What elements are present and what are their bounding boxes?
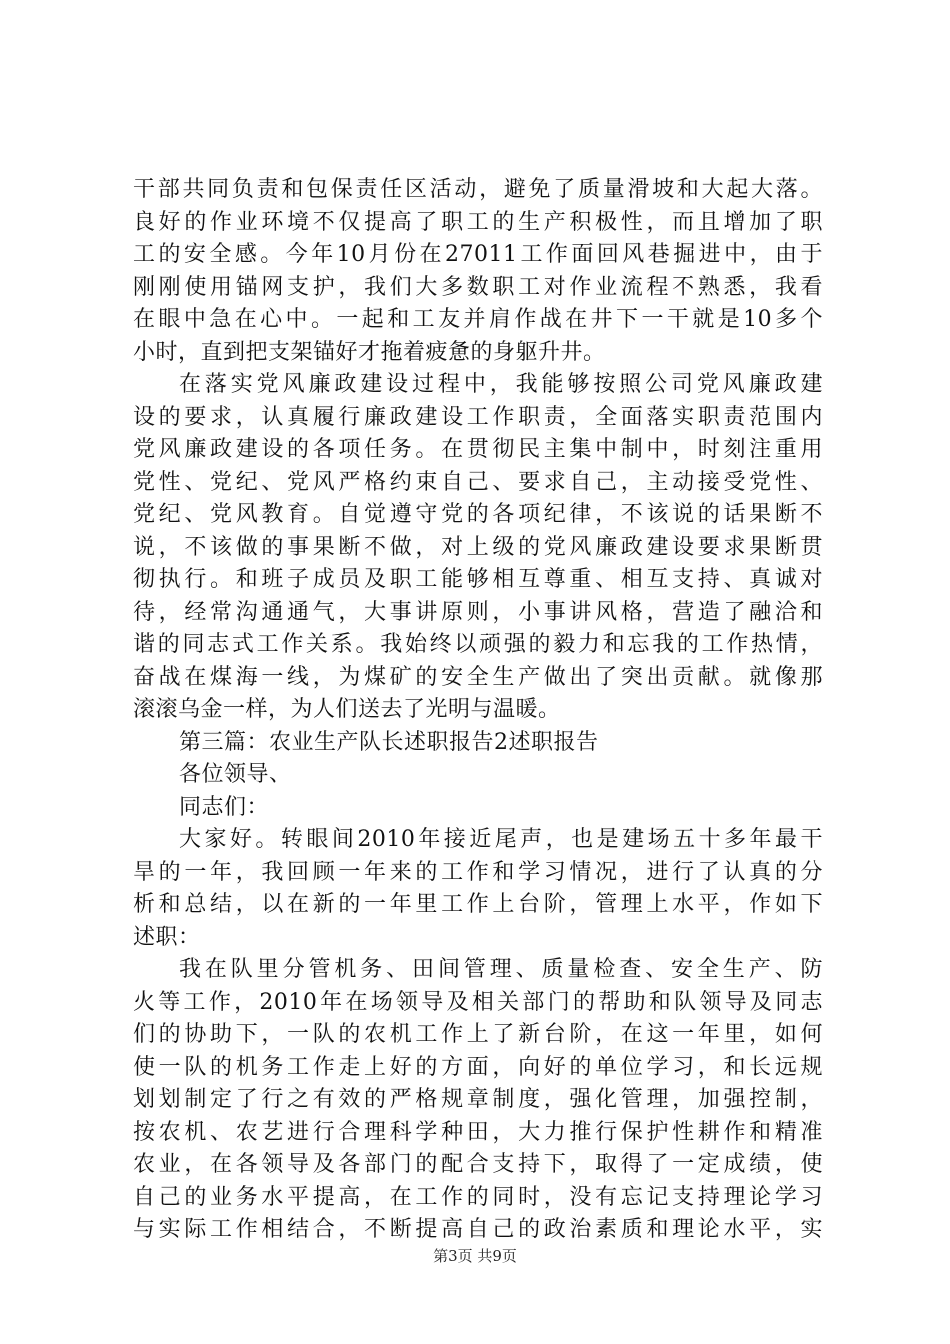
text-line: 述职： (133, 924, 201, 950)
text-line: 们的协助下，一队的农机工作上了新台阶，在这一年里，如何 (133, 1022, 823, 1047)
text-line: 与实际工作相结合，不断提高自己的政治素质和理论水平，实 (133, 1217, 823, 1242)
text-line: 使一队的机务工作走上好的方面，向好的单位学习，和长远规 (133, 1054, 823, 1080)
text-line: 按农机、农艺进行合理科学种田，大力推行保护性耕作和精准 (133, 1119, 823, 1145)
text-line: 划划制定了行之有效的严格规章制度，强化管理，加强控制， (133, 1087, 823, 1112)
text-line: 设的要求，认真履行廉政建设工作职责，全面落实职责范围内 (133, 404, 823, 430)
text-line: 刚刚使用锚网支护，我们大多数职工对作业流程不熟悉，我看 (133, 274, 823, 300)
text-line: 我在队里分管机务、田间管理、质量检查、安全生产、防 (179, 957, 823, 982)
text-line: 在眼中急在心中。一起和工友并肩作战在井下一干就是10多个 (133, 307, 823, 332)
page-number-footer: 第3页 共9页 (433, 1247, 517, 1265)
text-line: 工的安全感。今年10月份在27011工作面回风巷掘进中，由于 (133, 242, 823, 267)
text-line: 彻执行。和班子成员及职工能够相互尊重、相互支持、真诚对 (133, 567, 823, 592)
text-line: 干部共同负责和包保责任区活动，避免了质量滑坡和大起大落。 (133, 177, 823, 202)
text-line: 谐的同志式工作关系。我始终以顽强的毅力和忘我的工作热情， (133, 632, 823, 657)
body-text (133, 174, 823, 1247)
text-line: 良好的作业环境不仅提高了职工的生产积极性，而且增加了职 (133, 209, 823, 235)
text-line: 说，不该做的事果断不做，对上级的党风廉政建设要求果断贯 (133, 534, 823, 560)
text-line: 待，经常沟通通气，大事讲原则，小事讲风格，营造了融洽和 (133, 599, 823, 625)
text-line: 大家好。转眼间2010年接近尾声，也是建场五十多年最干 (179, 827, 823, 852)
text-line: 火等工作，2010年在场领导及相关部门的帮助和队领导及同志 (133, 989, 823, 1015)
text-line: 析和总结，以在新的一年里工作上台阶，管理上水平，作如下 (133, 892, 823, 917)
text-line: 旱的一年，我回顾一年来的工作和学习情况，进行了认真的分 (133, 859, 823, 885)
section-heading: 第三篇：农业生产队长述职报告2述职报告 (179, 729, 599, 755)
text-line: 滚滚乌金一样，为人们送去了光明与温暖。 (133, 697, 561, 722)
text-line: 农业，在各领导及各部门的配合支持下，取得了一定成绩，使 (133, 1152, 823, 1177)
text-line: 党风廉政建设的各项任务。在贯彻民主集中制中，时刻注重用 (133, 437, 823, 462)
salutation-line: 同志们： (179, 794, 270, 820)
text-line: 自己的业务水平提高，在工作的同时，没有忘记支持理论学习 (133, 1184, 823, 1210)
text-line: 奋战在煤海一线，为煤矿的安全生产做出了突出贡献。就像那 (133, 664, 823, 690)
text-line: 党纪、党风教育。自觉遵守党的各项纪律，不该说的话果断不 (133, 502, 823, 527)
text-line: 在落实党风廉政建设过程中，我能够按照公司党风廉政建 (179, 372, 823, 397)
salutation-line: 各位领导、 (179, 762, 292, 787)
text-line: 党性、党纪、党风严格约束自己、要求自己，主动接受党性、 (133, 469, 823, 495)
text-line: 小时，直到把支架锚好才拖着疲惫的身躯升井。 (133, 339, 606, 365)
